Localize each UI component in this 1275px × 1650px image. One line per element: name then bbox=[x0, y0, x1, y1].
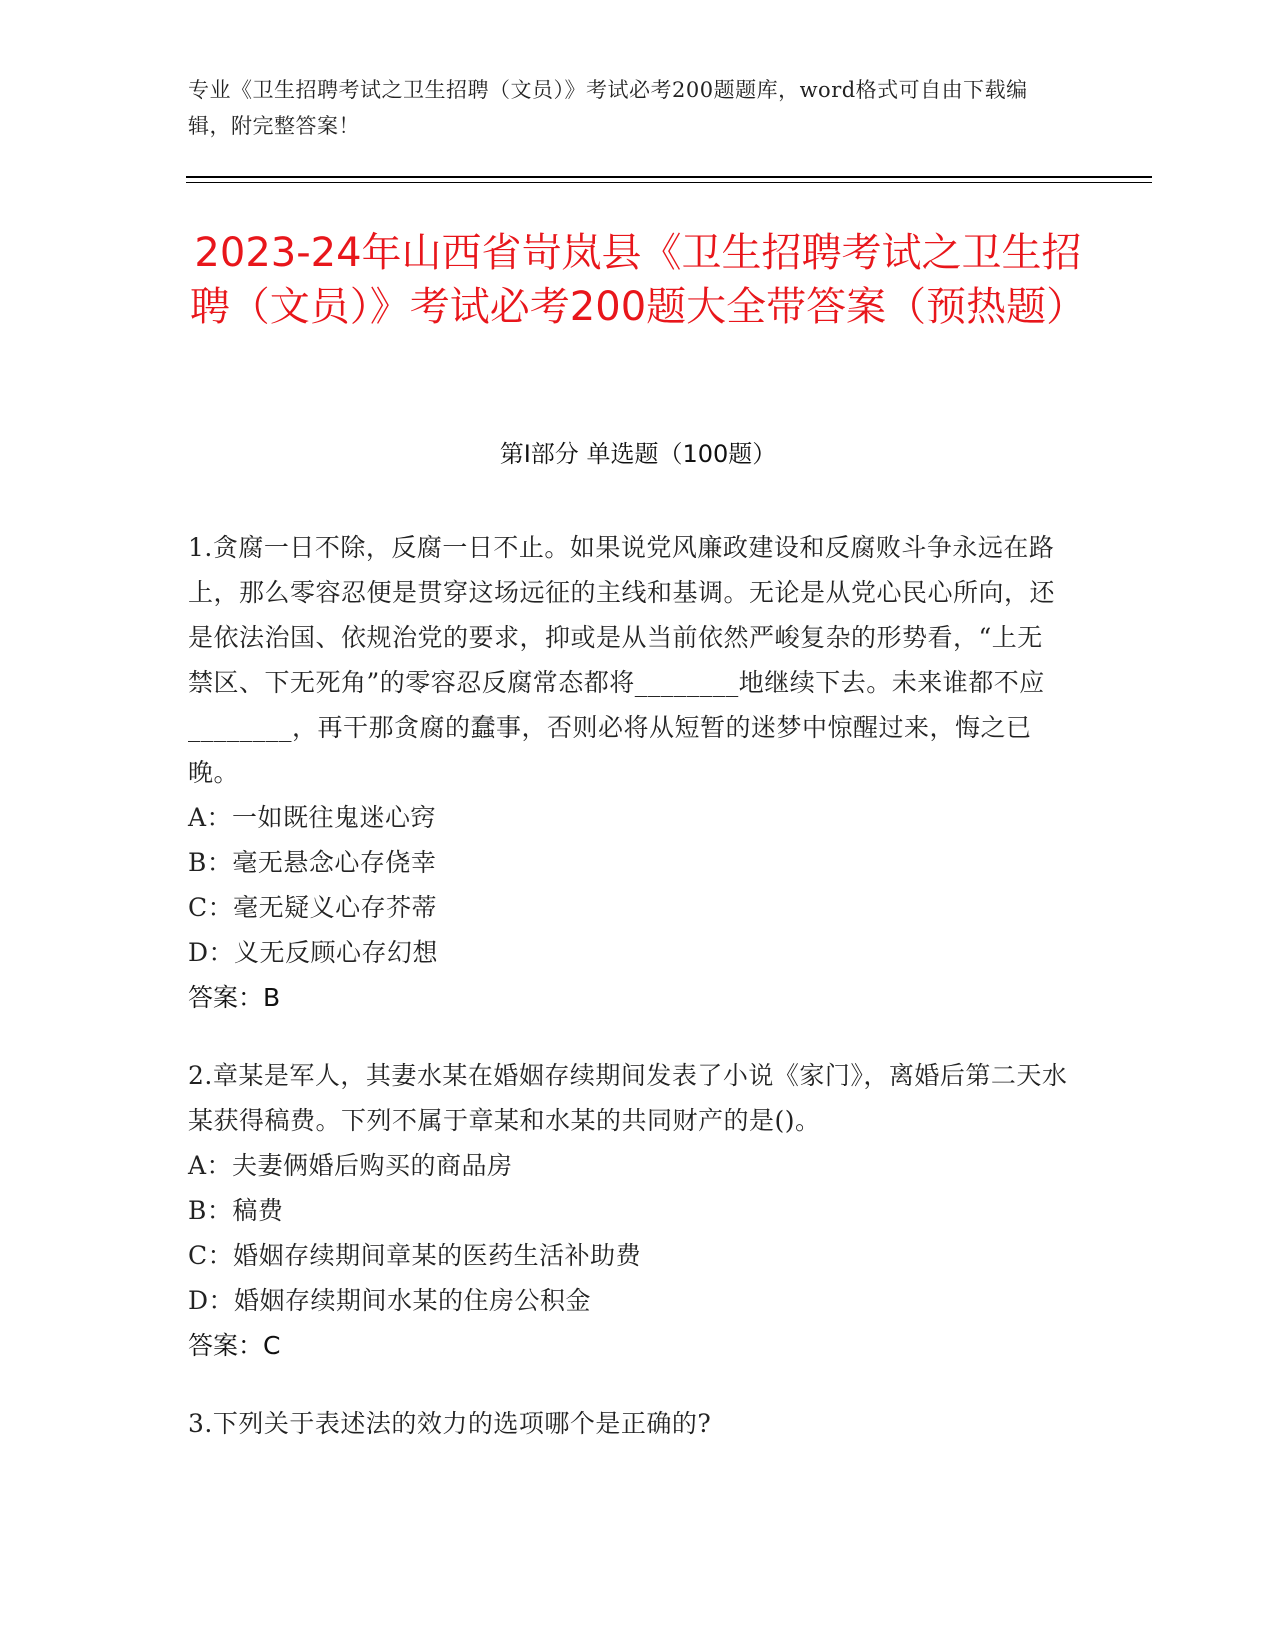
option-c: C：毫无疑义心存芥蒂 bbox=[188, 893, 438, 922]
answer: 答案：C bbox=[188, 1331, 281, 1360]
question-2 bbox=[188, 1053, 1068, 1368]
option-a: A：夫妻俩婚后购买的商品房 bbox=[188, 1151, 513, 1180]
document-title: 2023-24年山西省岢岚县《卫生招聘考试之卫生招聘（文员）》考试必考200题大全带答案（预热题） bbox=[189, 230, 1087, 330]
question-3 bbox=[188, 1401, 1068, 1446]
option-b: B：毫无悬念心存侥幸 bbox=[188, 848, 437, 877]
option-a: A：一如既往鬼迷心窍 bbox=[188, 803, 437, 832]
option-c: C：婚姻存续期间章某的医药生活补助费 bbox=[188, 1241, 642, 1270]
question-text: 1.贪腐一日不除，反腐一日不止。如果说党风廉政建设和反腐败斗争永远在路上，那么零容忍便是贯穿这场远征的主线和基调。无论是从党心民心所向，还是依法治国、依规治党的要求，抑或是从当前依然严峻复杂的形势看，“上无禁区、下无死角”的零容忍反腐常态都将________地继续下去。未来谁都不应________，再干那贪腐的蠢事，否则必将从短暂的迷梦中惊醒过来，悔之已晚。 bbox=[188, 533, 1056, 787]
answer: 答案：B bbox=[188, 983, 281, 1012]
question-text: 2.章某是军人，其妻水某在婚姻存续期间发表了小说《家门》，离婚后第二天水某获得稿费。下列不属于章某和水某的共同财产的是()。 bbox=[188, 1061, 1068, 1135]
section-heading: 第Ⅰ部分 单选题（100题） bbox=[499, 440, 777, 468]
header-note: 专业《卫生招聘考试之卫生招聘（文员）》考试必考200题题库，word格式可自由下载编辑，附完整答案！ bbox=[188, 78, 1028, 138]
header-divider-thick bbox=[186, 176, 1152, 178]
header-divider-thin bbox=[186, 182, 1152, 183]
option-d: D：义无反顾心存幻想 bbox=[188, 938, 439, 967]
question-text: 3.下列关于表述法的效力的选项哪个是正确的? bbox=[188, 1409, 712, 1438]
question-1 bbox=[188, 525, 1068, 1020]
option-b: B：稿费 bbox=[188, 1196, 284, 1225]
option-d: D：婚姻存续期间水某的住房公积金 bbox=[188, 1286, 592, 1315]
question-list bbox=[188, 525, 1068, 1479]
